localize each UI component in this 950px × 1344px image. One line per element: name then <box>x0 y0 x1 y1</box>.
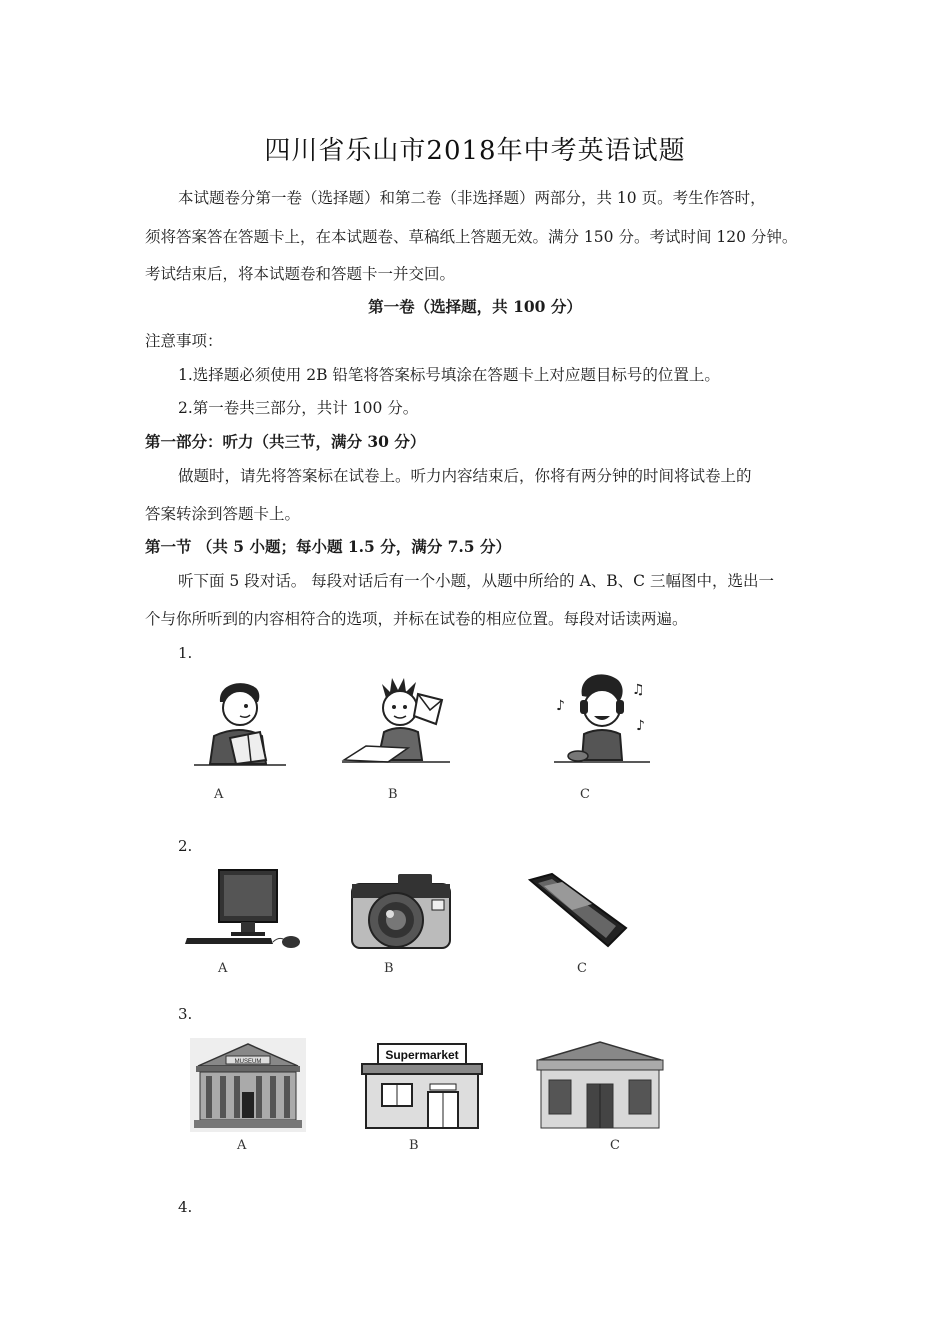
question-3-number: 3. <box>178 1005 193 1023</box>
computer-icon <box>185 866 310 952</box>
boy-listening-music-icon <box>552 670 652 766</box>
intro-line-1: 本试题卷分第一卷（选择题）和第二卷（非选择题）两部分，共 10 页。考生作答时， <box>178 189 766 207</box>
q1-option-a-label: A <box>214 787 224 802</box>
museum-sign: MUSEUM <box>234 1059 262 1065</box>
part-1-desc-line-2: 答案转涂到答题卡上。 <box>145 505 301 523</box>
boy-reading-icon <box>190 678 290 768</box>
svg-text:♪: ♪ <box>556 698 565 714</box>
q3-option-a-label: A <box>237 1138 247 1153</box>
notice-heading: 注意事项： <box>145 332 223 350</box>
intro-line-3: 考试结束后，将本试题卷和答题卡一并交回。 <box>145 265 456 283</box>
supermarket-icon <box>360 1042 484 1132</box>
boy-writing-letter-icon <box>338 676 458 766</box>
volume-1-heading: 第一卷（选择题，共 100 分） <box>368 297 582 316</box>
section-1-desc-line-1: 听下面 5 段对话。 每段对话后有一个小题，从题中所给的 A、B、C 三幅图中，选出一 <box>178 572 774 590</box>
q1-option-b-label: B <box>388 787 398 802</box>
q2-option-b-label: B <box>384 961 394 976</box>
question-2-number: 2. <box>178 837 193 855</box>
notice-item-1: 1.选择题必须使用 2B 铅笔将答案标号填涂在答题卡上对应题目标号的位置上。 <box>178 366 720 384</box>
intro-line-2: 须将答案答在答题卡上，在本试题卷、草稿纸上答题无效。满分 150 分。考试时间 120 分钟。 <box>145 228 798 246</box>
question-1-number: 1. <box>178 644 193 662</box>
svg-text:♪: ♪ <box>636 718 645 734</box>
section-1-heading: 第一节 （共 5 小题；每小题 1.5 分，满分 7.5 分） <box>145 537 511 556</box>
q3-option-c-label: C <box>610 1138 620 1153</box>
post-office-icon <box>535 1040 665 1132</box>
q1-option-c-label: C <box>580 787 590 802</box>
q3-option-b-label: B <box>409 1138 419 1153</box>
camera-icon <box>350 870 454 952</box>
q2-option-a-label: A <box>218 961 228 976</box>
question-4-number: 4. <box>178 1198 193 1216</box>
page-title: 四川省乐山市2018年中考英语试题 <box>264 136 686 166</box>
supermarket-sign: Supermarket <box>385 1048 459 1062</box>
notice-item-2: 2.第一卷共三部分，共计 100 分。 <box>178 399 419 417</box>
part-1-heading: 第一部分：听力（共三节，满分 30 分） <box>145 432 426 451</box>
section-1-desc-line-2: 个与你所听到的内容相符合的选项，并标在试卷的相应位置。每段对话读两遍。 <box>145 610 688 628</box>
smartphone-icon <box>522 872 630 952</box>
museum-icon <box>190 1038 306 1132</box>
svg-text:♫: ♫ <box>632 682 645 698</box>
q2-option-c-label: C <box>577 961 587 976</box>
part-1-desc-line-1: 做题时，请先将答案标在试卷上。听力内容结束后，你将有两分钟的时间将试卷上的 <box>178 467 752 485</box>
